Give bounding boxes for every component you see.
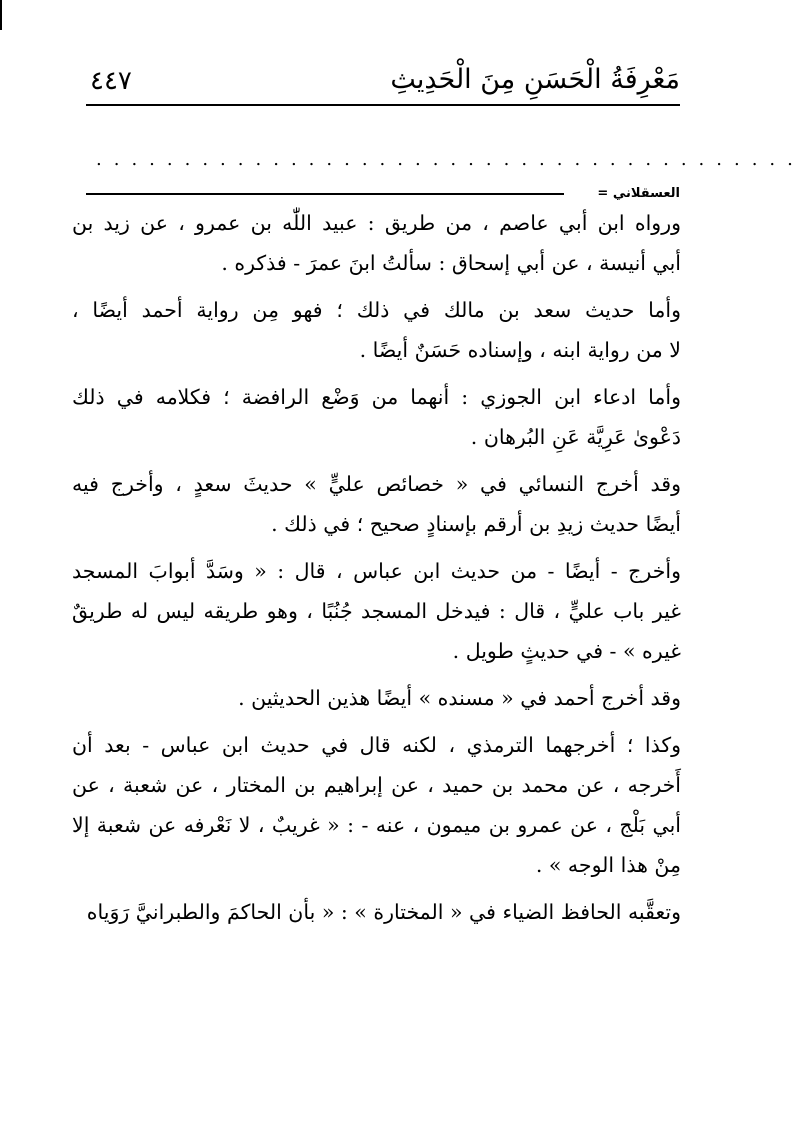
paragraph [72, 203, 681, 283]
separator-label: العسقلاني = [597, 186, 680, 201]
text-line: غيره » - في حديثٍ طويل . [452, 639, 681, 663]
text-line: أبي أنيسة ، عن أبي إسحاق : سألتُ ابنَ عمرَ - فذكره . [221, 251, 681, 275]
paragraph [72, 551, 681, 671]
text-line: أيضًا حديث زيدِ بن أرقم بإسنادٍ صحيح ؛ في ذلك . [271, 512, 681, 536]
text-line: وأما ادعاء ابن الجوزي : أنهما من وَضْع الرافضة ؛ فكلامه في ذلك [72, 385, 681, 409]
paragraph [72, 678, 681, 718]
text-line: وتعقَّبه الحافظ الضياء في « المختارة » : « بأن الحاكمَ والطبرانيَّ رَوَياه [86, 900, 681, 924]
paragraph [72, 290, 681, 370]
section-separator [86, 184, 680, 204]
text-line: وقد أخرج النسائي في « خصائص عليٍّ » حديثَ سعدٍ ، وأخرج فيه [72, 472, 681, 496]
running-title: مَعْرِفَةُ الْحَسَنِ مِنَ الْحَدِيثِ [390, 64, 680, 95]
paragraph [72, 892, 681, 932]
text-line: أبي بَلْج ، عن عمرو بن ميمون ، عنه - : « غريبٌ ، لا نَعْرفه عن شعبة إلا [72, 813, 681, 837]
text-line: وقد أخرج أحمد في « مسنده » أيضًا هذين الحديثين . [238, 686, 681, 710]
page-header [86, 58, 680, 104]
text-line: غير باب عليٍّ ، قال : فيدخل المسجد جُنُبًا ، وهو طريقه ليس له طريقٌ [72, 599, 681, 623]
text-line: وأخرج - أيضًا - من حديث ابن عباس ، قال : « وسَدَّ أبوابَ المسجد [72, 559, 681, 583]
page-edge-mark [0, 0, 2, 30]
header-rule [86, 104, 680, 106]
text-line: لا من رواية ابنه ، وإسناده حَسَنٌ أيضًا . [359, 338, 681, 362]
text-line: ورواه ابن أبي عاصم ، من طريق : عبيد اللّٰه بن عمرو ، عن زيد بن [72, 211, 681, 235]
text-line: دَعْوىٰ عَرِيَّة عَنِ البُرهان . [470, 425, 681, 449]
paragraph [72, 725, 681, 885]
text-line: وكذا ؛ أخرجهما الترمذي ، لكنه قال في حديث ابن عباس - بعد أن [72, 733, 681, 757]
text-line: وأما حديث سعد بن مالك في ذلك ؛ فهو مِن رواية أحمد أيضًا ، [72, 298, 681, 322]
body-text [72, 203, 681, 939]
dotted-separator: ........................................ [96, 149, 805, 170]
paragraph [72, 464, 681, 544]
page-number: ٤٤٧ [90, 66, 132, 96]
paragraph [72, 377, 681, 457]
text-line: أَخرجه ، عن محمد بن حميد ، عن إبراهيم بن المختار ، عن شعبة ، عن [72, 773, 681, 797]
text-line: مِنْ هذا الوجه » . [535, 853, 681, 877]
separator-rule [86, 193, 564, 195]
